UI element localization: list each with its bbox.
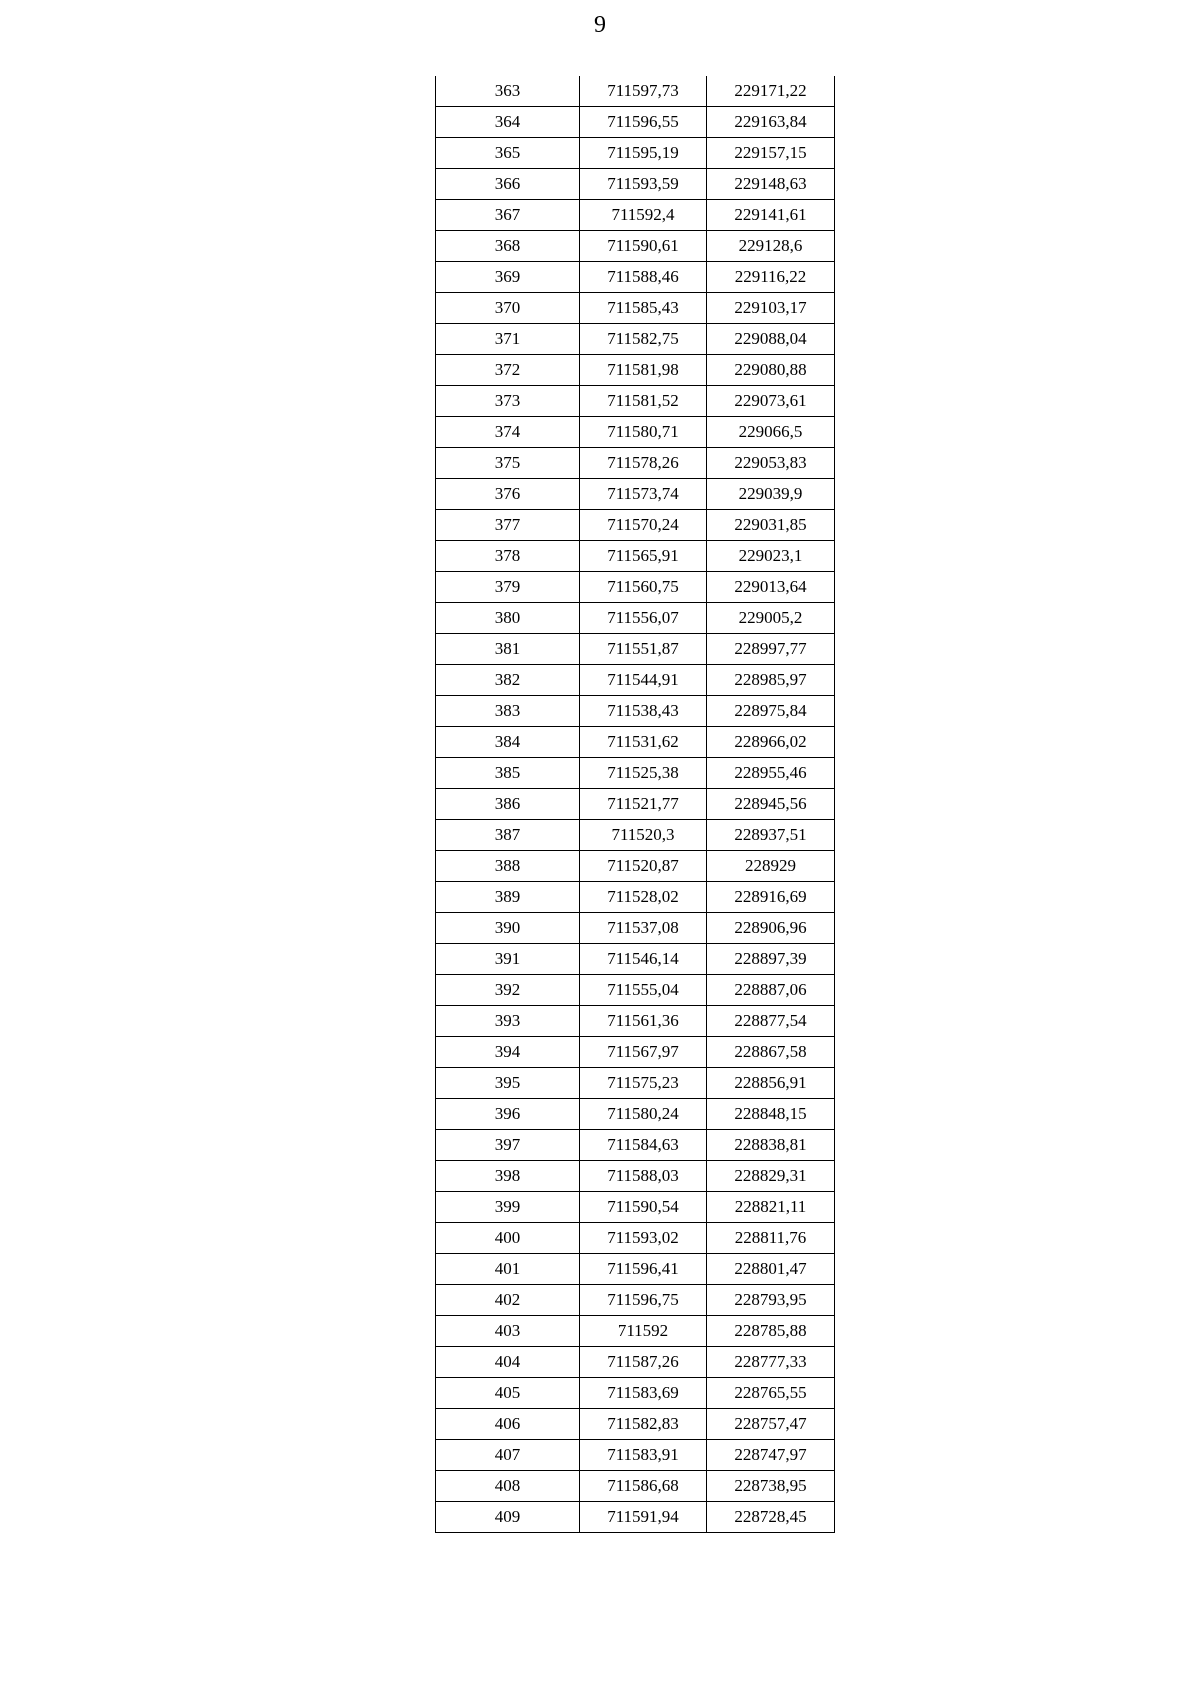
x-coordinate-cell: 711570,24 [580,510,707,541]
x-coordinate-cell: 711583,69 [580,1378,707,1409]
table-row [436,1068,835,1099]
table-row [436,1099,835,1130]
table-row [436,634,835,665]
y-coordinate-cell: 229023,1 [707,541,835,572]
table-row [436,1316,835,1347]
x-coordinate-cell: 711592 [580,1316,707,1347]
y-coordinate-cell: 228785,88 [707,1316,835,1347]
x-coordinate-cell: 711582,75 [580,324,707,355]
x-coordinate-cell: 711596,55 [580,107,707,138]
y-coordinate-cell: 229080,88 [707,355,835,386]
table-row [436,820,835,851]
y-coordinate-cell: 229031,85 [707,510,835,541]
point-number-cell: 366 [436,169,580,200]
x-coordinate-cell: 711588,03 [580,1161,707,1192]
x-coordinate-cell: 711520,87 [580,851,707,882]
x-coordinate-cell: 711580,71 [580,417,707,448]
table-row [436,603,835,634]
point-number-cell: 384 [436,727,580,758]
x-coordinate-cell: 711585,43 [580,293,707,324]
x-coordinate-cell: 711584,63 [580,1130,707,1161]
x-coordinate-cell: 711565,91 [580,541,707,572]
y-coordinate-cell: 228811,76 [707,1223,835,1254]
table-row [436,386,835,417]
table-row [436,479,835,510]
x-coordinate-cell: 711588,46 [580,262,707,293]
y-coordinate-cell: 228897,39 [707,944,835,975]
point-number-cell: 407 [436,1440,580,1471]
point-number-cell: 399 [436,1192,580,1223]
y-coordinate-cell: 229073,61 [707,386,835,417]
point-number-cell: 404 [436,1347,580,1378]
y-coordinate-cell: 229163,84 [707,107,835,138]
table-row [436,1006,835,1037]
table-row [436,1192,835,1223]
x-coordinate-cell: 711575,23 [580,1068,707,1099]
point-number-cell: 365 [436,138,580,169]
y-coordinate-cell: 228887,06 [707,975,835,1006]
table-row [436,1161,835,1192]
table-row [436,1378,835,1409]
x-coordinate-cell: 711593,59 [580,169,707,200]
table-row [436,882,835,913]
y-coordinate-cell: 229039,9 [707,479,835,510]
point-number-cell: 381 [436,634,580,665]
point-number-cell: 382 [436,665,580,696]
y-coordinate-cell: 228966,02 [707,727,835,758]
table-row [436,107,835,138]
table-row [436,913,835,944]
y-coordinate-cell: 228985,97 [707,665,835,696]
point-number-cell: 369 [436,262,580,293]
point-number-cell: 398 [436,1161,580,1192]
point-number-cell: 397 [436,1130,580,1161]
y-coordinate-cell: 228867,58 [707,1037,835,1068]
table-row [436,1347,835,1378]
y-coordinate-cell: 228801,47 [707,1254,835,1285]
x-coordinate-cell: 711521,77 [580,789,707,820]
point-number-cell: 406 [436,1409,580,1440]
y-coordinate-cell: 229157,15 [707,138,835,169]
y-coordinate-cell: 229088,04 [707,324,835,355]
y-coordinate-cell: 228975,84 [707,696,835,727]
table-row [436,1440,835,1471]
point-number-cell: 379 [436,572,580,603]
table-row [436,944,835,975]
x-coordinate-cell: 711590,61 [580,231,707,262]
x-coordinate-cell: 711596,41 [580,1254,707,1285]
x-coordinate-cell: 711531,62 [580,727,707,758]
point-number-cell: 378 [436,541,580,572]
y-coordinate-cell: 228929 [707,851,835,882]
x-coordinate-cell: 711580,24 [580,1099,707,1130]
y-coordinate-cell: 229066,5 [707,417,835,448]
table-row [436,293,835,324]
table-row [436,665,835,696]
y-coordinate-cell: 229116,22 [707,262,835,293]
point-number-cell: 371 [436,324,580,355]
x-coordinate-cell: 711567,97 [580,1037,707,1068]
y-coordinate-cell: 228777,33 [707,1347,835,1378]
table-row [436,789,835,820]
point-number-cell: 386 [436,789,580,820]
point-number-cell: 385 [436,758,580,789]
y-coordinate-cell: 228848,15 [707,1099,835,1130]
table-row [436,76,835,107]
x-coordinate-cell: 711561,36 [580,1006,707,1037]
x-coordinate-cell: 711556,07 [580,603,707,634]
y-coordinate-cell: 228916,69 [707,882,835,913]
y-coordinate-cell: 228738,95 [707,1471,835,1502]
y-coordinate-cell: 229128,6 [707,231,835,262]
coordinates-table [435,76,835,1533]
x-coordinate-cell: 711590,54 [580,1192,707,1223]
table-row [436,851,835,882]
point-number-cell: 401 [436,1254,580,1285]
x-coordinate-cell: 711525,38 [580,758,707,789]
y-coordinate-cell: 228728,45 [707,1502,835,1533]
point-number-cell: 409 [436,1502,580,1533]
point-number-cell: 391 [436,944,580,975]
point-number-cell: 400 [436,1223,580,1254]
x-coordinate-cell: 711596,75 [580,1285,707,1316]
point-number-cell: 390 [436,913,580,944]
coordinates-table-body [436,76,835,1533]
table-row [436,417,835,448]
y-coordinate-cell: 228877,54 [707,1006,835,1037]
y-coordinate-cell: 228757,47 [707,1409,835,1440]
x-coordinate-cell: 711537,08 [580,913,707,944]
y-coordinate-cell: 228829,31 [707,1161,835,1192]
x-coordinate-cell: 711578,26 [580,448,707,479]
x-coordinate-cell: 711597,73 [580,76,707,107]
table-row [436,975,835,1006]
table-row [436,1037,835,1068]
point-number-cell: 374 [436,417,580,448]
table-row [436,448,835,479]
point-number-cell: 408 [436,1471,580,1502]
x-coordinate-cell: 711591,94 [580,1502,707,1533]
point-number-cell: 405 [436,1378,580,1409]
y-coordinate-cell: 228793,95 [707,1285,835,1316]
y-coordinate-cell: 229053,83 [707,448,835,479]
point-number-cell: 388 [436,851,580,882]
table-row [436,262,835,293]
y-coordinate-cell: 228821,11 [707,1192,835,1223]
x-coordinate-cell: 711581,98 [580,355,707,386]
table-row [436,355,835,386]
point-number-cell: 377 [436,510,580,541]
point-number-cell: 394 [436,1037,580,1068]
y-coordinate-cell: 228955,46 [707,758,835,789]
y-coordinate-cell: 229141,61 [707,200,835,231]
y-coordinate-cell: 228906,96 [707,913,835,944]
y-coordinate-cell: 229013,64 [707,572,835,603]
x-coordinate-cell: 711595,19 [580,138,707,169]
table-row [436,1285,835,1316]
table-row [436,200,835,231]
x-coordinate-cell: 711528,02 [580,882,707,913]
table-row [436,231,835,262]
table-row [436,1254,835,1285]
point-number-cell: 402 [436,1285,580,1316]
x-coordinate-cell: 711593,02 [580,1223,707,1254]
point-number-cell: 393 [436,1006,580,1037]
table-row [436,1130,835,1161]
table-row [436,169,835,200]
x-coordinate-cell: 711573,74 [580,479,707,510]
table-row [436,1223,835,1254]
x-coordinate-cell: 711520,3 [580,820,707,851]
table-row [436,696,835,727]
point-number-cell: 372 [436,355,580,386]
point-number-cell: 395 [436,1068,580,1099]
x-coordinate-cell: 711560,75 [580,572,707,603]
table-row [436,510,835,541]
page-number: 9 [594,12,606,38]
x-coordinate-cell: 711551,87 [580,634,707,665]
y-coordinate-cell: 228945,56 [707,789,835,820]
y-coordinate-cell: 229148,63 [707,169,835,200]
point-number-cell: 375 [436,448,580,479]
y-coordinate-cell: 229103,17 [707,293,835,324]
point-number-cell: 403 [436,1316,580,1347]
x-coordinate-cell: 711538,43 [580,696,707,727]
table-row [436,1409,835,1440]
point-number-cell: 367 [436,200,580,231]
point-number-cell: 363 [436,76,580,107]
table-row [436,138,835,169]
point-number-cell: 376 [436,479,580,510]
point-number-cell: 368 [436,231,580,262]
table-row [436,1502,835,1533]
point-number-cell: 396 [436,1099,580,1130]
table-row [436,727,835,758]
y-coordinate-cell: 228747,97 [707,1440,835,1471]
x-coordinate-cell: 711544,91 [580,665,707,696]
point-number-cell: 380 [436,603,580,634]
table-row [436,541,835,572]
point-number-cell: 364 [436,107,580,138]
y-coordinate-cell: 228838,81 [707,1130,835,1161]
table-row [436,572,835,603]
y-coordinate-cell: 229171,22 [707,76,835,107]
x-coordinate-cell: 711555,04 [580,975,707,1006]
x-coordinate-cell: 711582,83 [580,1409,707,1440]
table-row [436,1471,835,1502]
point-number-cell: 389 [436,882,580,913]
table-row [436,324,835,355]
x-coordinate-cell: 711586,68 [580,1471,707,1502]
x-coordinate-cell: 711583,91 [580,1440,707,1471]
y-coordinate-cell: 228937,51 [707,820,835,851]
x-coordinate-cell: 711587,26 [580,1347,707,1378]
x-coordinate-cell: 711592,4 [580,200,707,231]
y-coordinate-cell: 228765,55 [707,1378,835,1409]
point-number-cell: 383 [436,696,580,727]
y-coordinate-cell: 228997,77 [707,634,835,665]
point-number-cell: 387 [436,820,580,851]
y-coordinate-cell: 229005,2 [707,603,835,634]
y-coordinate-cell: 228856,91 [707,1068,835,1099]
point-number-cell: 373 [436,386,580,417]
x-coordinate-cell: 711581,52 [580,386,707,417]
point-number-cell: 392 [436,975,580,1006]
table-row [436,758,835,789]
point-number-cell: 370 [436,293,580,324]
x-coordinate-cell: 711546,14 [580,944,707,975]
